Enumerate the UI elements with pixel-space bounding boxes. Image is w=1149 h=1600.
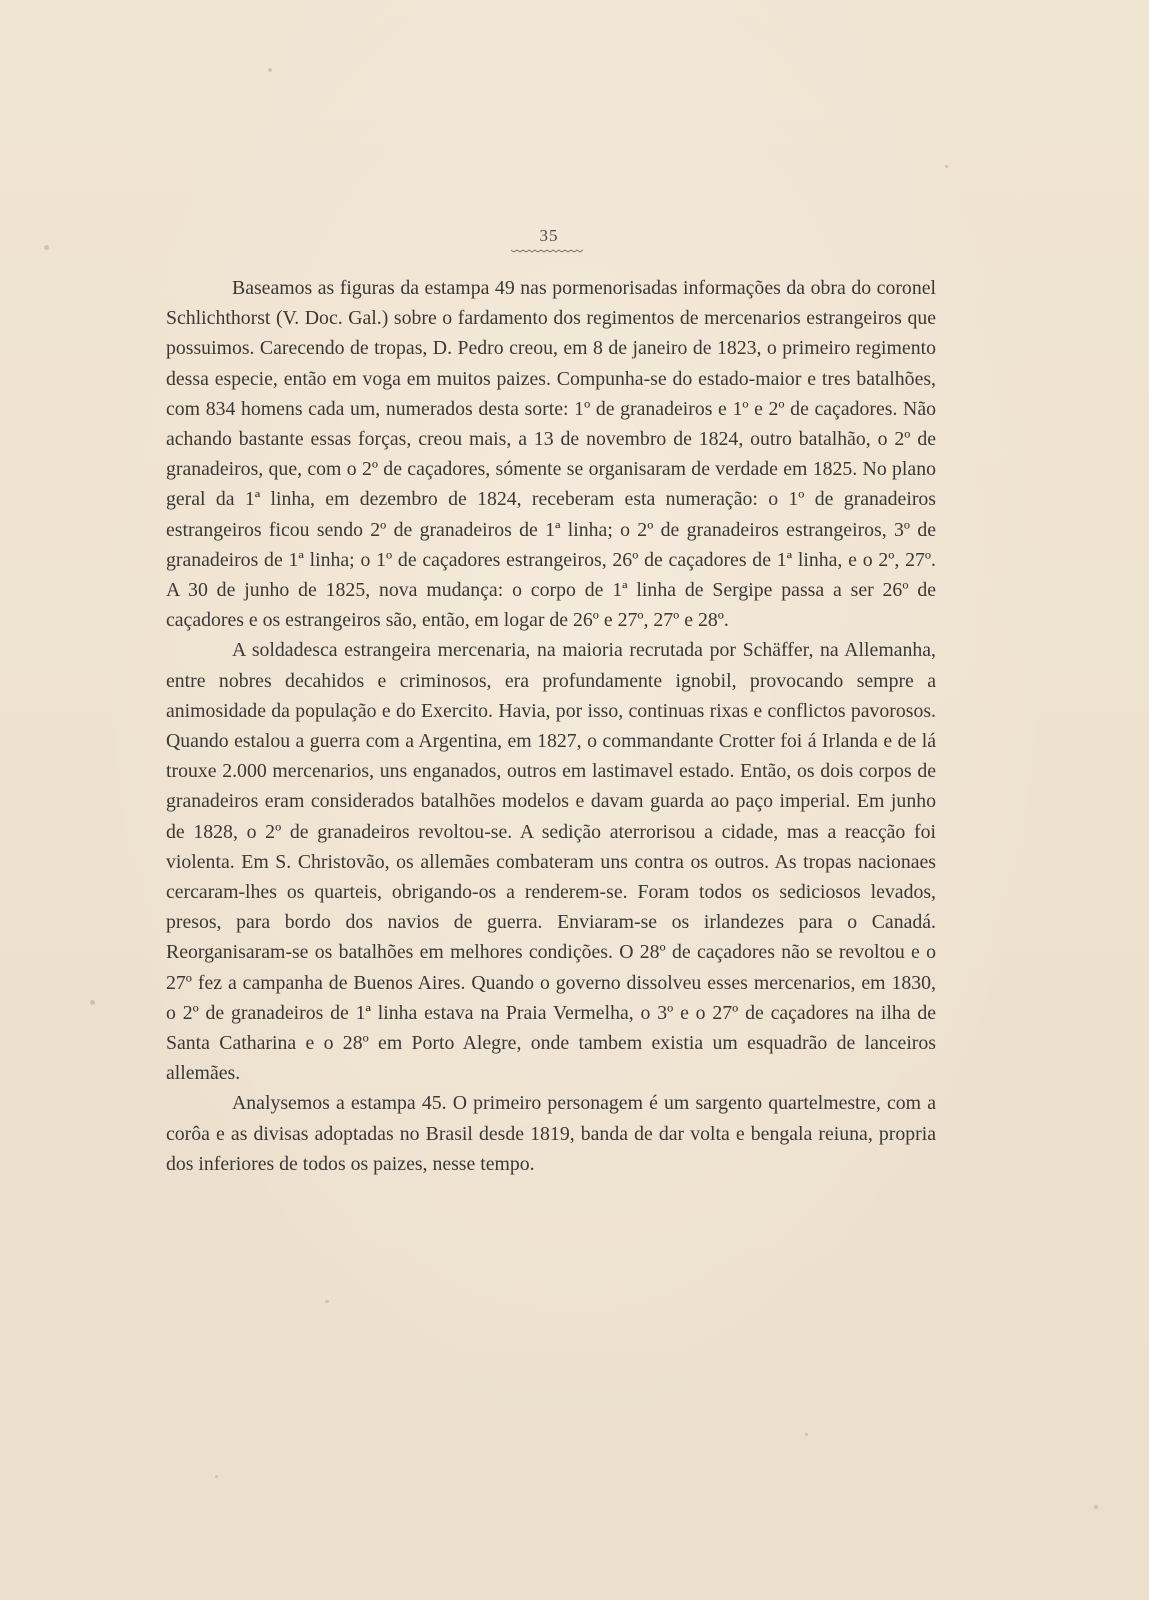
paper-speck — [945, 165, 948, 168]
paper-speck — [268, 68, 272, 72]
paper-speck — [44, 245, 49, 250]
paper-speck — [805, 1433, 808, 1436]
page-number: 35 — [539, 226, 559, 245]
paper-speck — [90, 1000, 95, 1005]
paper-speck — [215, 1475, 218, 1478]
paragraph-plate-45: Analysemos a estampa 45. O primeiro personagem é um sargento quartelmestre, com a corôa e as divisas adoptadas no Brasil desde 1819, banda de dar volta e bengala reiuna, propria dos inferiores de todos os paizes, nesse tempo. — [166, 1092, 936, 1175]
paragraph-mercenary-regiments: Baseamos as figuras da estampa 49 nas pormenorisadas informações da obra do coronel Schlichthorst (V. Doc. Gal.) sobre o fardamento dos regimentos de mercenarios estrangeiros que possuimos. Carecendo de tropas, D. Pedro creou, em 8 de janeiro de 1823, o primeiro regimento dessa especie, então em voga em muitos paizes. Compunha-se do estado-maior e tres batalhões, com 834 homens cada um, numerados desta sorte: 1º de granadeiros e 1º e 2º de caçadores. Não achando bastante essas forças, creou mais, a 13 de novembro de 1824, outro batalhão, o 2º de granadeiros, que, com o 2º de caçadores, sómente se organisaram de verdade em 1825. No plano geral da 1ª linha, em dezembro de 1824, receberam esta numeração: o 1º de granadeiros estrangeiros ficou sendo 2º de granadeiros de 1ª linha; o 2º de granadeiros estrangeiros, 3º de granadeiros de 1ª linha; o 1º de caçadores estrangeiros, 26º de caçadores de 1ª linha, e o 2º, 27º. A 30 de junho de 1825, nova mudança: o corpo de 1ª linha de Sergipe passa a ser 26º de caçadores e os estrangeiros são, então, em logar de 26º e 27º, 27º e 28º. — [166, 277, 936, 632]
body-text — [166, 273, 936, 1179]
page-number-ornament — [511, 249, 583, 253]
paper-speck — [325, 1300, 329, 1303]
paper-speck — [1094, 1505, 1098, 1509]
paragraph-mercenary-soldiery: A soldadesca estrangeira mercenaria, na maioria recrutada por Schäffer, na Allemanha, entre nobres decahidos e criminosos, era profundamente ignobil, provocando sempre a animosidade da população e do Exercito. Havia, por isso, continuas rixas e conflictos pavorosos. Quando estalou a guerra com a Argentina, em 1827, o commandante Crotter foi á Irlanda e de lá trouxe 2.000 mercenarios, uns enganados, outros em lastimavel estado. Então, os dois corpos de granadeiros eram considerados batalhões modelos e davam guarda ao paço imperial. Em junho de 1828, o 2º de granadeiros revoltou-se. A sedição aterrorisou a cidade, mas a reacção foi violenta. Em S. Christovão, os allemães combateram uns contra os outros. As tropas nacionaes cercaram-lhes os quarteis, obrigando-os a renderem-se. Foram todos os sediciosos levados, presos, para bordo dos navios de guerra. Enviaram-se os irlandezes para o Canadá. Reorganisaram-se os batalhões em melhores condições. O 28º de caçadores não se revoltou e o 27º fez a campanha de Buenos Aires. Quando o governo dissolveu esses mercenarios, em 1830, o 2º de granadeiros de 1ª linha estava na Praia Vermelha, o 3º e o 27º de caçadores na ilha de Santa Catharina e o 28º em Porto Alegre, onde tambem existia um esquadrão de lanceiros allemães. — [166, 639, 936, 1085]
